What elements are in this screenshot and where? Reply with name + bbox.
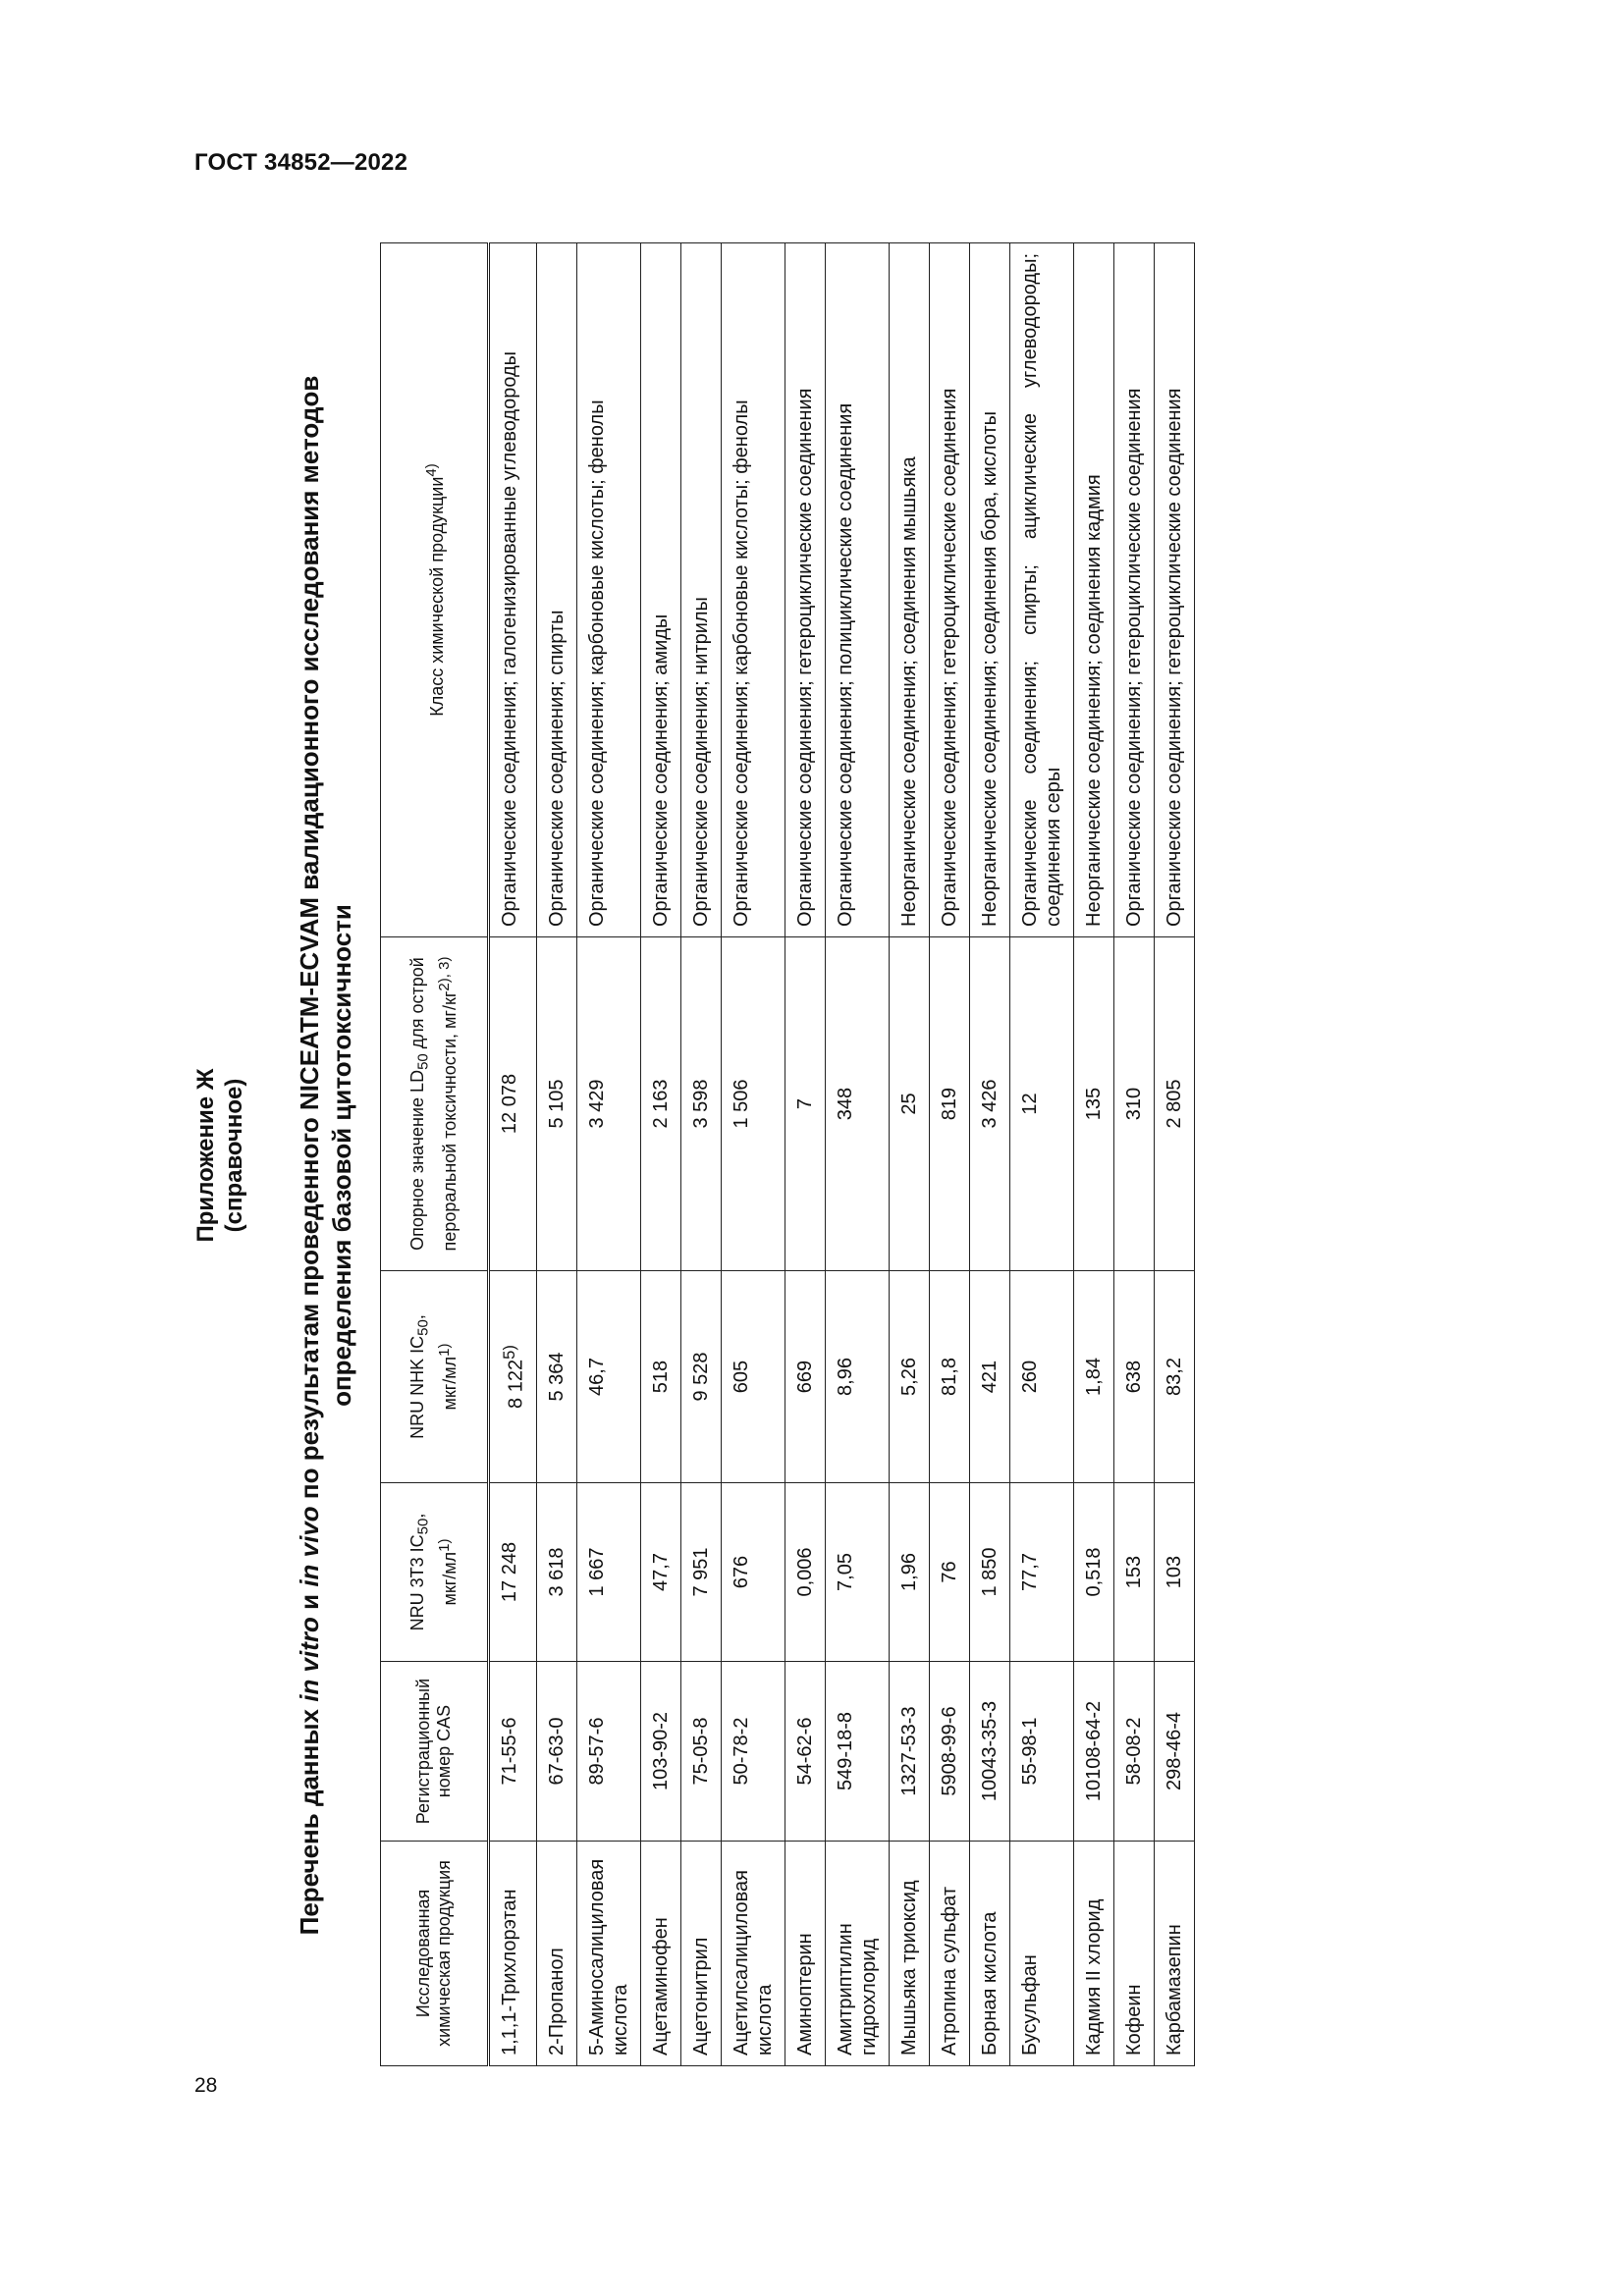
cell-class xyxy=(929,243,969,937)
table-row xyxy=(785,243,825,2066)
cell-nru-3t3 xyxy=(1073,1483,1113,1662)
cell-substance-value: Ацетаминофен xyxy=(649,1917,672,2056)
header-nru-3t3-text: NRU 3T3 IC xyxy=(407,1534,428,1631)
cell-nru-nhk-value: 421 xyxy=(978,1360,1001,1394)
cell-cas-value: 55-98-1 xyxy=(1018,1717,1041,1786)
header-ld50-sub: 50 xyxy=(414,1053,432,1070)
table-title-part2: и xyxy=(295,1586,324,1618)
table-title-in-vivo: in vivo xyxy=(295,1506,324,1587)
cell-class-value: Органические соединения; гетероциклические соединения xyxy=(1163,388,1185,927)
table-title-part3: по результатам проведенного NICEATM-ECVAM валидационного исследования методов определения базовой цитотоксичности xyxy=(295,375,356,1507)
cell-cas xyxy=(536,1662,576,1842)
cell-nru-3t3 xyxy=(536,1483,576,1662)
cell-ld50-value: 819 xyxy=(938,1087,960,1121)
cell-substance xyxy=(680,1842,721,2066)
cell-nru-nhk-value: 83,2 xyxy=(1163,1358,1185,1396)
cell-cas-value: 10043-35-3 xyxy=(978,1700,1001,1802)
cell-cas-value: 58-08-2 xyxy=(1122,1717,1145,1786)
cell-nru-nhk xyxy=(1009,1271,1073,1483)
cell-ld50-value: 3 426 xyxy=(978,1079,1001,1129)
cell-nru-nhk-value: 605 xyxy=(730,1360,752,1394)
cell-cas-value: 54-62-6 xyxy=(793,1717,816,1786)
table-row xyxy=(1009,243,1073,2066)
cell-class xyxy=(785,243,825,937)
header-ld50-desc: для острой пероральной токсичности, мг/кг xyxy=(407,957,460,1252)
cell-substance-value: Атропина сульфат xyxy=(938,1887,960,2056)
cell-substance-value: Бусульфан xyxy=(1018,1954,1041,2056)
header-nru-nhk-unit: мкг/мл xyxy=(439,1356,460,1411)
table-row xyxy=(929,243,969,2066)
cell-substance-value: Борная кислота xyxy=(978,1911,1001,2056)
cell-class-value: Неорганические соединения; соединения кадмия xyxy=(1082,474,1105,927)
cell-class xyxy=(536,243,576,937)
cell-class xyxy=(640,243,680,937)
cell-nru-nhk-value: 46,7 xyxy=(585,1358,608,1396)
cell-ld50 xyxy=(536,937,576,1271)
cell-substance xyxy=(929,1842,969,2066)
cell-substance-value: Карбамазепин xyxy=(1163,1924,1185,2056)
table-row xyxy=(576,243,640,2066)
cell-nru-3t3 xyxy=(929,1483,969,1662)
header-class xyxy=(381,243,489,937)
cell-nru-nhk-value: 638 xyxy=(1122,1360,1145,1394)
cell-nru-3t3-value: 103 xyxy=(1163,1555,1185,1589)
cell-substance-value: Ацетилсалициловая кислота xyxy=(730,1870,776,2056)
cell-substance xyxy=(536,1842,576,2066)
cell-substance xyxy=(640,1842,680,2066)
header-nru-3t3-comma: , xyxy=(407,1513,428,1519)
cell-nru-nhk xyxy=(680,1271,721,1483)
cell-substance-value: Мышьяка триоксид xyxy=(897,1880,920,2056)
cell-class-value: Органические соединения; гетероциклические соединения xyxy=(1122,388,1145,927)
cell-cas-value: 71-55-6 xyxy=(499,1717,520,1786)
cell-ld50-value: 7 xyxy=(793,1097,816,1110)
table-row xyxy=(1113,243,1154,2066)
cell-substance xyxy=(1009,1842,1073,2066)
cell-nru-nhk-value: 5 364 xyxy=(545,1352,568,1402)
cell-nru-nhk-value: 81,8 xyxy=(938,1358,960,1396)
cell-nru-3t3 xyxy=(825,1483,889,1662)
cell-nru-3t3 xyxy=(1009,1483,1073,1662)
table-row xyxy=(969,243,1009,2066)
title-block xyxy=(176,242,358,2068)
cell-nru-nhk-value: 260 xyxy=(1018,1360,1041,1394)
header-nru-nhk xyxy=(381,1271,489,1483)
cell-nru-nhk xyxy=(969,1271,1009,1483)
header-nru-nhk-sup: 1) xyxy=(435,1343,453,1357)
cell-nru-nhk xyxy=(1073,1271,1113,1483)
cell-nru-3t3 xyxy=(785,1483,825,1662)
cell-nru-nhk-value: 1,84 xyxy=(1082,1358,1105,1396)
table-row xyxy=(680,243,721,2066)
cell-nru-nhk xyxy=(825,1271,889,1483)
cell-cas-value: 75-05-8 xyxy=(689,1717,712,1786)
cell-ld50 xyxy=(889,937,929,1271)
cell-cas xyxy=(640,1662,680,1842)
cell-class-value: Неорганические соединения; соединения мышьяка xyxy=(897,456,920,927)
cell-cas xyxy=(969,1662,1009,1842)
cell-nru-nhk xyxy=(489,1271,537,1483)
header-nru-nhk-text: NRU NHK IC xyxy=(407,1335,428,1439)
cell-ld50 xyxy=(929,937,969,1271)
cell-ld50 xyxy=(1154,937,1194,1271)
cell-substance xyxy=(576,1842,640,2066)
cell-nru-3t3 xyxy=(489,1483,537,1662)
cell-ld50 xyxy=(825,937,889,1271)
cell-class xyxy=(1073,243,1113,937)
cell-nru-nhk xyxy=(1154,1271,1194,1483)
cell-nru-nhk xyxy=(1113,1271,1154,1483)
cell-cas-value: 50-78-2 xyxy=(730,1717,752,1786)
cell-cas xyxy=(825,1662,889,1842)
data-table xyxy=(380,242,1195,2066)
cell-ld50 xyxy=(1073,937,1113,1271)
cell-class xyxy=(889,243,929,937)
cell-class-value: Органические соединения; полициклические соединения xyxy=(834,402,856,927)
cell-nru-nhk-value: 8,96 xyxy=(834,1358,856,1396)
cell-ld50-value: 1 506 xyxy=(730,1079,752,1129)
cell-cas xyxy=(1113,1662,1154,1842)
cell-cas xyxy=(929,1662,969,1842)
document-code: ГОСТ 34852—2022 xyxy=(194,149,408,176)
cell-ld50-value: 3 598 xyxy=(689,1079,712,1129)
cell-nru-3t3-value: 676 xyxy=(730,1555,752,1589)
cell-nru-3t3 xyxy=(721,1483,785,1662)
cell-cas-value: 549-18-8 xyxy=(834,1711,856,1791)
cell-nru-3t3-value: 1,96 xyxy=(897,1553,920,1591)
cell-nru-nhk xyxy=(785,1271,825,1483)
header-class-sup: 4) xyxy=(422,463,440,477)
cell-class-value: Органические соединения; нитрилы xyxy=(689,597,712,927)
cell-nru-3t3-value: 153 xyxy=(1122,1555,1145,1589)
cell-nru-3t3-value: 7 951 xyxy=(689,1547,712,1597)
cell-class-value: Органические соединения; гетероциклические соединения xyxy=(793,388,816,927)
cell-ld50-value: 3 429 xyxy=(585,1079,608,1129)
cell-class xyxy=(576,243,640,937)
cell-class xyxy=(721,243,785,937)
cell-cas xyxy=(721,1662,785,1842)
cell-nru-3t3 xyxy=(640,1483,680,1662)
cell-nru-3t3 xyxy=(680,1483,721,1662)
cell-nru-3t3-value: 1 850 xyxy=(978,1547,1001,1597)
cell-nru-3t3-value: 76 xyxy=(938,1561,960,1583)
cell-cas xyxy=(680,1662,721,1842)
header-nru-3t3-sub: 50 xyxy=(414,1518,432,1535)
cell-class xyxy=(825,243,889,937)
rotated-content xyxy=(176,203,1511,2068)
cell-nru-nhk-value: 5,26 xyxy=(897,1358,920,1396)
cell-nru-3t3-value: 1 667 xyxy=(585,1547,608,1597)
cell-class xyxy=(969,243,1009,937)
cell-class-value: Органические соединения; карбоновые кислоты; фенолы xyxy=(730,400,752,927)
cell-substance-value: Аминоптерин xyxy=(793,1933,816,2056)
cell-nru-3t3-value: 7,05 xyxy=(834,1553,856,1591)
cell-class xyxy=(1009,243,1073,937)
cell-nru-nhk xyxy=(640,1271,680,1483)
header-nru-nhk-sub: 50 xyxy=(414,1319,432,1336)
cell-nru-3t3 xyxy=(1113,1483,1154,1662)
cell-ld50 xyxy=(489,937,537,1271)
cell-substance xyxy=(969,1842,1009,2066)
cell-nru-3t3-value: 0,518 xyxy=(1082,1547,1105,1597)
cell-cas xyxy=(785,1662,825,1842)
cell-ld50 xyxy=(721,937,785,1271)
cell-substance xyxy=(721,1842,785,2066)
cell-cas-value: 5908-99-6 xyxy=(938,1706,960,1796)
header-class-text: Класс химической продукции xyxy=(426,476,447,717)
cell-cas xyxy=(1154,1662,1194,1842)
table-row xyxy=(1073,243,1113,2066)
cell-substance xyxy=(825,1842,889,2066)
cell-class-value: Неорганические соединения; соединения бора, кислоты xyxy=(978,411,1001,927)
cell-ld50-value: 2 805 xyxy=(1163,1079,1185,1129)
cell-substance-value: 1,1,1-Трихлорэтан xyxy=(499,1889,520,2056)
cell-cas xyxy=(576,1662,640,1842)
cell-nru-nhk xyxy=(889,1271,929,1483)
cell-class-value: Органические соединения; спирты xyxy=(545,610,568,927)
table-title-in-vitro: in vitro xyxy=(295,1617,324,1702)
table-row xyxy=(721,243,785,2066)
cell-nru-nhk xyxy=(576,1271,640,1483)
cell-cas xyxy=(1009,1662,1073,1842)
cell-cas-value: 89-57-6 xyxy=(585,1717,608,1786)
header-nru-nhk-comma: , xyxy=(407,1314,428,1320)
cell-substance-value: 2-Пропанол xyxy=(545,1948,568,2056)
cell-nru-nhk xyxy=(929,1271,969,1483)
cell-nru-nhk-value: 8 122 xyxy=(505,1359,527,1409)
cell-substance xyxy=(489,1842,537,2066)
cell-substance-value: Амитриптилин гидрохлорид xyxy=(834,1923,880,2056)
cell-cas-value: 67-63-0 xyxy=(545,1717,568,1786)
cell-nru-nhk xyxy=(536,1271,576,1483)
cell-cas-value: 103-90-2 xyxy=(649,1711,672,1791)
cell-substance-value: 5-Аминосалициловая кислота xyxy=(585,1858,631,2056)
cell-substance xyxy=(1113,1842,1154,2066)
cell-nru-3t3 xyxy=(1154,1483,1194,1662)
header-ld50 xyxy=(381,937,489,1271)
cell-cas xyxy=(489,1662,537,1842)
table-row xyxy=(640,243,680,2066)
cell-ld50 xyxy=(785,937,825,1271)
cell-class-value: Органические соединения; гетероциклические соединения xyxy=(938,388,960,927)
cell-nru-nhk-value: 518 xyxy=(649,1360,672,1394)
header-cas: Регистрационный номер CAS xyxy=(381,1662,489,1842)
table-title xyxy=(294,350,358,1960)
table-row xyxy=(825,243,889,2066)
table-body xyxy=(489,243,1195,2066)
cell-substance xyxy=(889,1842,929,2066)
cell-ld50-value: 310 xyxy=(1122,1087,1145,1121)
cell-class-value: Органические соединения; спирты; ациклические углеводороды; соединения серы xyxy=(1018,253,1064,927)
cell-class xyxy=(1113,243,1154,937)
cell-ld50-value: 12 078 xyxy=(499,1073,520,1135)
cell-nru-3t3-value: 3 618 xyxy=(545,1547,568,1597)
cell-cas xyxy=(1073,1662,1113,1842)
cell-nru-nhk-value: 669 xyxy=(793,1360,816,1394)
header-nru-3t3-sup: 1) xyxy=(435,1538,453,1552)
cell-class-value: Органические соединения; карбоновые кислоты; фенолы xyxy=(585,400,608,927)
cell-ld50-value: 12 xyxy=(1018,1093,1041,1115)
cell-class xyxy=(1154,243,1194,937)
header-substance: Исследованная химическая продукция xyxy=(381,1842,489,2066)
cell-nru-3t3 xyxy=(969,1483,1009,1662)
table-row xyxy=(1154,243,1194,2066)
cell-ld50 xyxy=(969,937,1009,1271)
appendix-note: (справочное) xyxy=(221,1078,247,1233)
cell-substance xyxy=(785,1842,825,2066)
cell-cas-value: 1327-53-3 xyxy=(897,1706,920,1796)
cell-substance-value: Ацетонитрил xyxy=(689,1937,712,2056)
appendix-name: Приложение Ж xyxy=(192,1068,219,1243)
cell-nru-3t3-value: 0,006 xyxy=(793,1547,816,1597)
cell-nru-nhk-value: 9 528 xyxy=(689,1352,712,1402)
cell-ld50 xyxy=(680,937,721,1271)
header-ld50-text: Опорное значение LD xyxy=(407,1069,428,1251)
cell-class xyxy=(489,243,537,937)
table-title-part1: Перечень данных xyxy=(295,1701,324,1936)
table-row xyxy=(889,243,929,2066)
table-header-row xyxy=(381,243,489,2066)
cell-nru-3t3-value: 47,7 xyxy=(649,1553,672,1591)
cell-cas xyxy=(889,1662,929,1842)
cell-ld50-value: 135 xyxy=(1082,1087,1105,1121)
header-ld50-sup: 2), 3) xyxy=(435,956,453,991)
cell-ld50 xyxy=(1113,937,1154,1271)
page-number: 28 xyxy=(194,2074,218,2097)
cell-substance-value: Кофеин xyxy=(1122,1984,1145,2056)
header-nru-3t3 xyxy=(381,1483,489,1662)
cell-substance-value: Кадмия II хлорид xyxy=(1082,1898,1105,2056)
cell-ld50-value: 5 105 xyxy=(545,1079,568,1129)
table-row xyxy=(489,243,537,2066)
footnote-marker: 5) xyxy=(500,1345,518,1360)
cell-cas-value: 10108-64-2 xyxy=(1082,1700,1105,1802)
cell-cas-value: 298-46-4 xyxy=(1163,1711,1185,1791)
cell-ld50 xyxy=(640,937,680,1271)
cell-nru-nhk xyxy=(721,1271,785,1483)
cell-nru-3t3 xyxy=(889,1483,929,1662)
table-row xyxy=(536,243,576,2066)
cell-class-value: Органические соединения; амиды xyxy=(649,614,672,927)
cell-ld50 xyxy=(576,937,640,1271)
header-nru-3t3-unit: мкг/мл xyxy=(439,1551,460,1606)
cell-ld50-value: 348 xyxy=(834,1087,856,1121)
cell-ld50 xyxy=(1009,937,1073,1271)
cell-ld50-value: 2 163 xyxy=(649,1079,672,1129)
cell-substance xyxy=(1073,1842,1113,2066)
cell-nru-3t3 xyxy=(576,1483,640,1662)
cell-nru-3t3-value: 17 248 xyxy=(499,1541,520,1603)
cell-class-value: Органические соединения; галогенизированные углеводороды xyxy=(499,350,520,927)
cell-nru-3t3-value: 77,7 xyxy=(1018,1553,1041,1591)
cell-class xyxy=(680,243,721,937)
cell-substance xyxy=(1154,1842,1194,2066)
cell-ld50-value: 25 xyxy=(897,1093,920,1115)
